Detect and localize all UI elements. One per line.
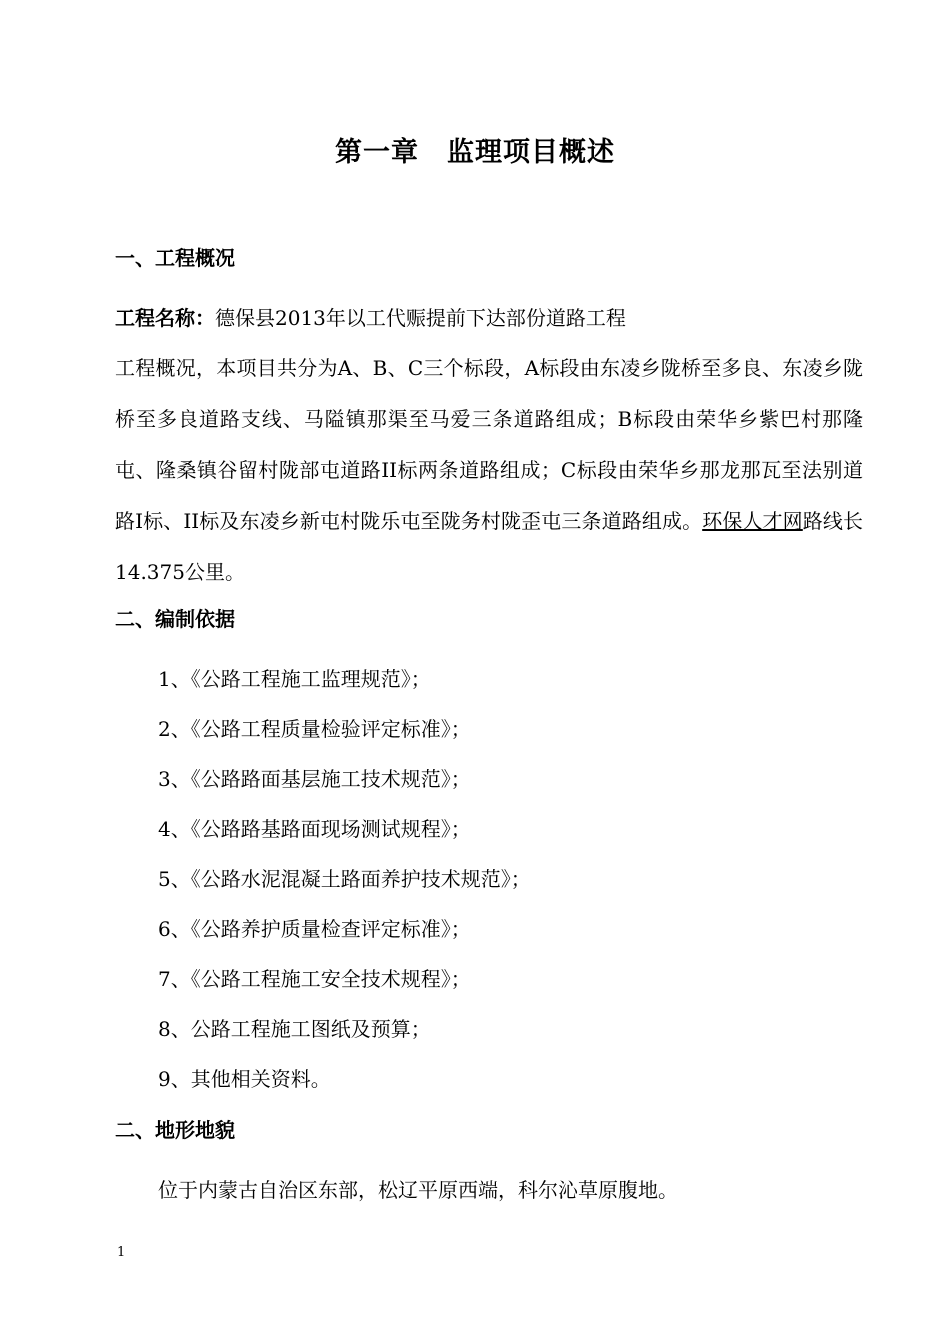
section-heading-overview: 一、工程概况 [115,246,235,270]
project-overview-paragraph [115,343,863,598]
list-item: 1、《公路工程施工监理规范》； [158,667,431,691]
page-number: 1 [117,1245,126,1260]
list-item: 8、公路工程施工图纸及预算； [158,1017,431,1041]
list-item: 2、《公路工程质量检验评定标准》； [158,717,471,741]
terrain-paragraph: 位于内蒙古自治区东部，松辽平原西端，科尔沁草原腹地。 [158,1178,678,1202]
list-item: 6、《公路养护质量检查评定标准》； [158,917,471,941]
reference-list [158,654,531,1104]
project-name-value: 德保县2013年以工代赈提前下达部份道路工程 [215,306,626,330]
overview-link[interactable]: 环保人才网 [702,509,803,533]
list-item: 4、《公路路基路面现场测试规程》； [158,817,471,841]
list-item: 9、其他相关资料。 [158,1067,331,1091]
project-name-label: 工程名称： [115,306,215,330]
overview-length-text: 路线长14.375公里。 [115,509,864,584]
overview-text: 工程概况，本项目共分为A、B、C三个标段，A标段由东凌乡陇桥至多良、东凌乡陇桥至多良道路支线、马隘镇那渠至马爱三条道路组成；B标段由荣华乡紫巴村那隆屯、隆桑镇谷留村陇部屯道路II标两条道路组成；C标段由荣华乡那龙那瓦至法别道路I标、II标及东凌乡新屯村陇乐屯至陇务村陇歪屯三条道路组成。 [115,356,863,533]
chapter-title: 第一章 监理项目概述 [335,137,615,168]
project-name-line [115,294,863,342]
list-item: 3、《公路路面基层施工技术规范》； [158,767,471,791]
section-heading-basis: 二、编制依据 [115,607,235,631]
section-heading-terrain: 二、地形地貌 [115,1118,235,1142]
list-item: 5、《公路水泥混凝土路面养护技术规范》； [158,867,531,891]
list-item: 7、《公路工程施工安全技术规程》； [158,967,471,991]
